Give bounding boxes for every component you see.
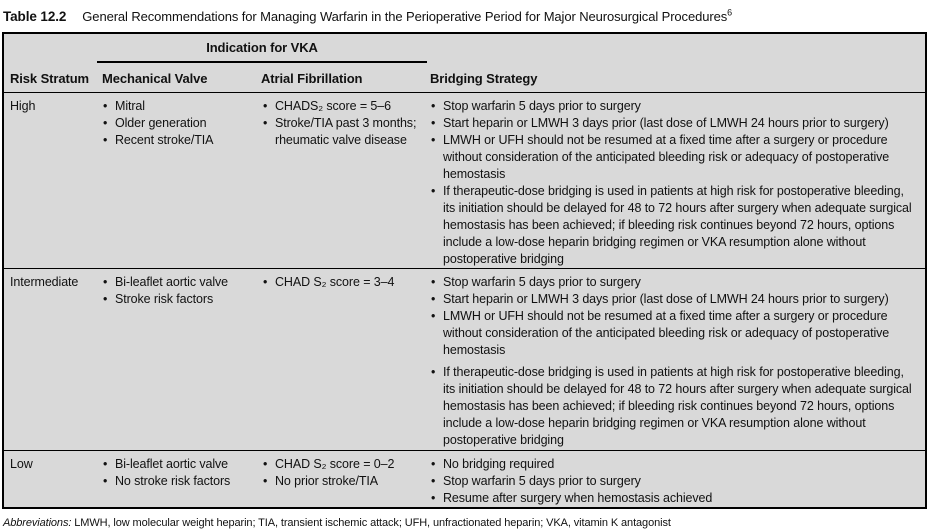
bridging-strategy-cell <box>427 455 925 507</box>
header-indication-for-vka: Indication for VKA <box>97 34 427 63</box>
table-header <box>4 34 925 93</box>
atrial-fibrillation-list <box>262 98 419 149</box>
header-risk-stratum: Risk Stratum <box>10 71 89 87</box>
atrial-fibrillation-list <box>262 274 419 291</box>
bullet-item: • Older generation <box>102 115 254 132</box>
bullet-item: • LMWH or UFH should not be resumed at a fixed time after a surgery or procedure without consideration of the anticipated bleeding risk or adequacy of postoperative hemostasis <box>430 132 915 183</box>
header-bridging-strategy: Bridging Strategy <box>430 71 538 87</box>
header-mechanical-valve: Mechanical Valve <box>102 71 208 87</box>
mechanical-valve-cell <box>97 97 260 268</box>
atrial-fibrillation-cell <box>260 455 427 507</box>
atrial-fibrillation-cell <box>260 273 427 450</box>
table-row <box>4 268 925 450</box>
bullet-item: • Start heparin or LMWH 3 days prior (last dose of LMWH 24 hours prior to surgery) <box>430 115 915 132</box>
bullet-item: • No prior stroke/TIA <box>262 473 419 490</box>
bullet-item: • If therapeutic-dose bridging is used in patients at high risk for postoperative bleeding, its initiation should be delayed for 48 to 72 hours after surgery when adequate surgical hemostasis has been achieved; if bleeding risk continues beyond 72 hours, options include a low-dose heparin bridging regimen or VKA resumption alone without postoperative bridging <box>430 183 915 268</box>
risk-stratum-value: High <box>10 99 36 114</box>
table-row <box>4 450 925 507</box>
bullet-item: • No stroke risk factors <box>102 473 254 490</box>
reference-superscript: 6 <box>727 8 733 18</box>
bridging-strategy-list <box>430 98 915 268</box>
bridging-strategy-cell <box>427 97 925 268</box>
abbreviations-footnote <box>3 517 929 530</box>
mechanical-valve-list <box>102 274 254 308</box>
bullet-item: • Bi-leaflet aortic valve <box>102 456 254 473</box>
bullet-item: • Mitral <box>102 98 254 115</box>
bullet-item: • Stop warfarin 5 days prior to surgery <box>430 274 915 291</box>
bullet-item: • Stop warfarin 5 days prior to surgery <box>430 98 915 115</box>
risk-stratum-cell <box>4 97 97 268</box>
abbreviations-label: Abbreviations: <box>3 517 72 530</box>
risk-stratum-cell <box>4 273 97 450</box>
warfarin-recommendations-table <box>2 32 927 509</box>
header-atrial-fibrillation: Atrial Fibrillation <box>261 71 363 87</box>
bullet-item: • Stop warfarin 5 days prior to surgery <box>430 473 915 490</box>
abbreviations-text: LMWH, low molecular weight heparin; TIA, transient ischemic attack; UFH, unfractionated heparin; VKA, vitamin K antagonist <box>71 517 671 530</box>
bridging-strategy-cell <box>427 273 925 450</box>
bullet-item: • Stroke/TIA past 3 months; rheumatic valve disease <box>262 115 419 149</box>
bullet-item: • Stroke risk factors <box>102 291 254 308</box>
bridging-strategy-list <box>430 274 915 449</box>
risk-stratum-cell <box>4 455 97 507</box>
table-title: General Recommendations for Managing Warfarin in the Perioperative Period for Major Neurosurgical Procedures <box>82 9 728 25</box>
risk-stratum-value: Low <box>10 457 33 472</box>
table-title-text <box>82 9 732 24</box>
mechanical-valve-cell <box>97 273 260 450</box>
bullet-item: • CHAD S₂ score = 0–2 <box>262 456 419 473</box>
atrial-fibrillation-list <box>262 456 419 490</box>
header-subcolumns <box>97 71 427 92</box>
bullet-item: • LMWH or UFH should not be resumed at a fixed time after a surgery or procedure without consideration of the anticipated bleeding risk or adequacy of postoperative hemostasis <box>430 308 915 359</box>
header-indication-group <box>97 34 427 92</box>
mechanical-valve-list <box>102 456 254 490</box>
bullet-item: • No bridging required <box>430 456 915 473</box>
mechanical-valve-cell <box>97 455 260 507</box>
table-number: Table 12.2 <box>3 9 67 25</box>
risk-stratum-value: Intermediate <box>10 275 79 290</box>
bridging-strategy-list <box>430 456 915 507</box>
table-body <box>4 93 925 507</box>
bullet-item: • Recent stroke/TIA <box>102 132 254 149</box>
bullet-item: • CHADS₂ score = 5–6 <box>262 98 419 115</box>
atrial-fibrillation-cell <box>260 97 427 268</box>
bullet-item: • If therapeutic-dose bridging is used in patients at high risk for postoperative bleeding, its initiation should be delayed for 48 to 72 hours after surgery when adequate surgical hemostasis has been achieved; if bleeding risk continues beyond 72 hours, options include a low-dose heparin bridging regimen or VKA resumption alone without postoperative bridging <box>430 364 915 449</box>
bullet-item: • CHAD S₂ score = 3–4 <box>262 274 419 291</box>
table-row <box>4 93 925 268</box>
table-caption <box>0 0 929 25</box>
bullet-item: • Bi-leaflet aortic valve <box>102 274 254 291</box>
mechanical-valve-list <box>102 98 254 149</box>
bullet-item: • Resume after surgery when hemostasis achieved <box>430 490 915 507</box>
bullet-item: • Start heparin or LMWH 3 days prior (last dose of LMWH 24 hours prior to surgery) <box>430 291 915 308</box>
